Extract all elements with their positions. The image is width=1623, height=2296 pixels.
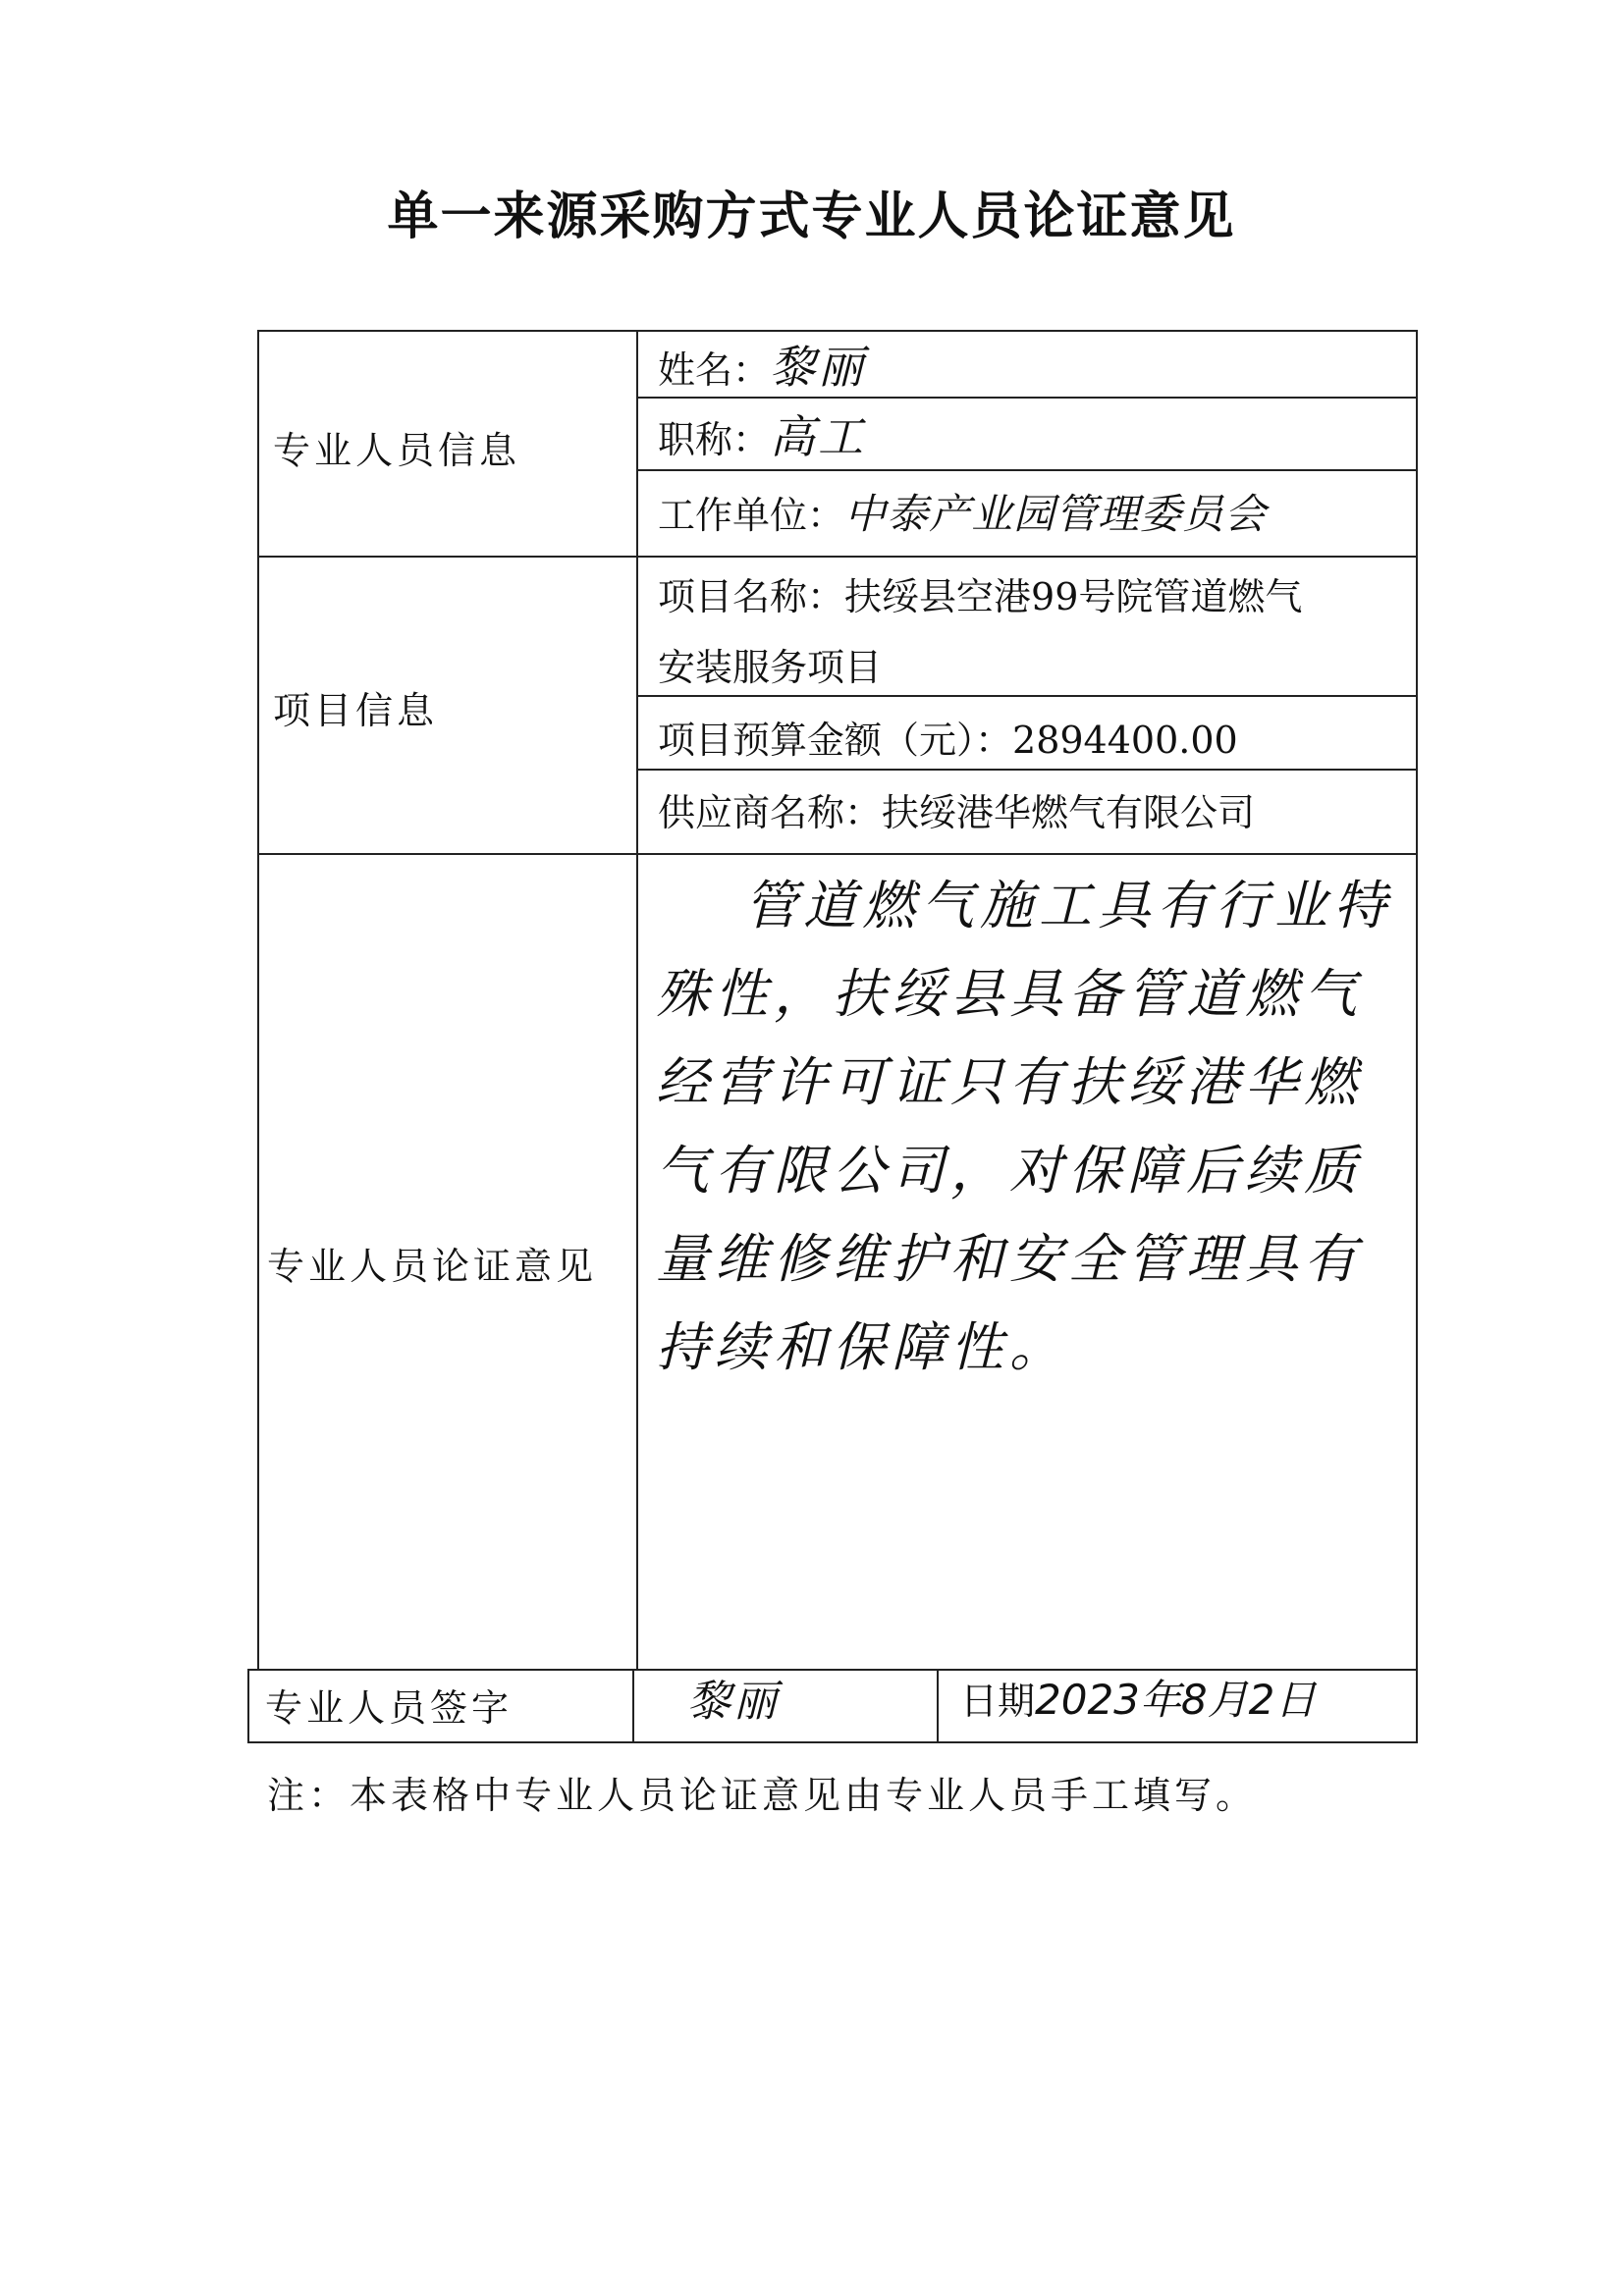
- job-title-label: 职称：: [658, 418, 771, 461]
- budget-label: 项目预算金额（元）：: [658, 719, 1013, 762]
- budget-value: 2894400.00: [1012, 719, 1238, 762]
- name-value: 黎丽: [770, 341, 867, 394]
- table-border-right: [1416, 330, 1418, 1743]
- column-divider: [632, 1669, 634, 1743]
- row-divider: [636, 397, 1418, 399]
- opinion-section-label: 专业人员论证意见: [267, 1245, 598, 1288]
- project-section-label: 项目信息: [273, 689, 439, 732]
- row-divider: [636, 695, 1418, 697]
- project-name-continuation: 安装服务项目: [658, 646, 883, 689]
- table-border-top: [257, 330, 1418, 332]
- supplier-row: [658, 791, 1255, 834]
- date-row: [960, 1676, 1317, 1724]
- personnel-section-label: 专业人员信息: [273, 429, 521, 472]
- work-unit-row: [658, 490, 1268, 538]
- column-divider: [937, 1669, 939, 1743]
- job-title-row: [658, 410, 867, 463]
- signature-section-label: 专业人员签字: [265, 1686, 514, 1730]
- project-name-label: 项目名称：: [658, 575, 845, 618]
- name-label: 姓名：: [658, 348, 771, 392]
- name-row: [658, 341, 867, 394]
- project-name-value: 扶绥县空港99号院管道燃气: [844, 575, 1303, 618]
- section-divider: [249, 1669, 1416, 1671]
- supplier-label: 供应商名称：: [658, 791, 883, 834]
- date-label: 日期: [960, 1680, 1036, 1723]
- page-title: 单一来源采购方式专业人员论证意见: [387, 187, 1236, 246]
- section-divider: [257, 556, 1418, 558]
- project-name-row: [658, 575, 1302, 618]
- table-border-bottom: [247, 1741, 1416, 1743]
- date-value: 2023年8月2日: [1035, 1676, 1317, 1724]
- table-border-left: [257, 330, 259, 1669]
- section-divider: [257, 853, 1418, 855]
- job-title-value: 高工: [770, 410, 867, 463]
- supplier-value: 扶绥港华燃气有限公司: [882, 791, 1256, 834]
- signature-value: 黎丽: [687, 1677, 780, 1727]
- work-unit-label: 工作单位：: [658, 494, 845, 537]
- footnote: 注：本表格中专业人员论证意见由专业人员手工填写。: [267, 1774, 1258, 1817]
- column-divider: [636, 330, 638, 1669]
- work-unit-value: 中泰产业园管理委员会: [844, 490, 1268, 538]
- row-divider: [636, 769, 1418, 771]
- table-border-left: [247, 1669, 249, 1743]
- row-divider: [636, 469, 1418, 471]
- budget-row: [658, 719, 1238, 762]
- opinion-handwritten-text: 管道燃气施工具有行业特殊性，扶绥县具备管道燃气经营许可证只有扶绥港华燃气有限公司，对保障后续质量维修维护和安全管理具有持续和保障性。: [656, 875, 1392, 1378]
